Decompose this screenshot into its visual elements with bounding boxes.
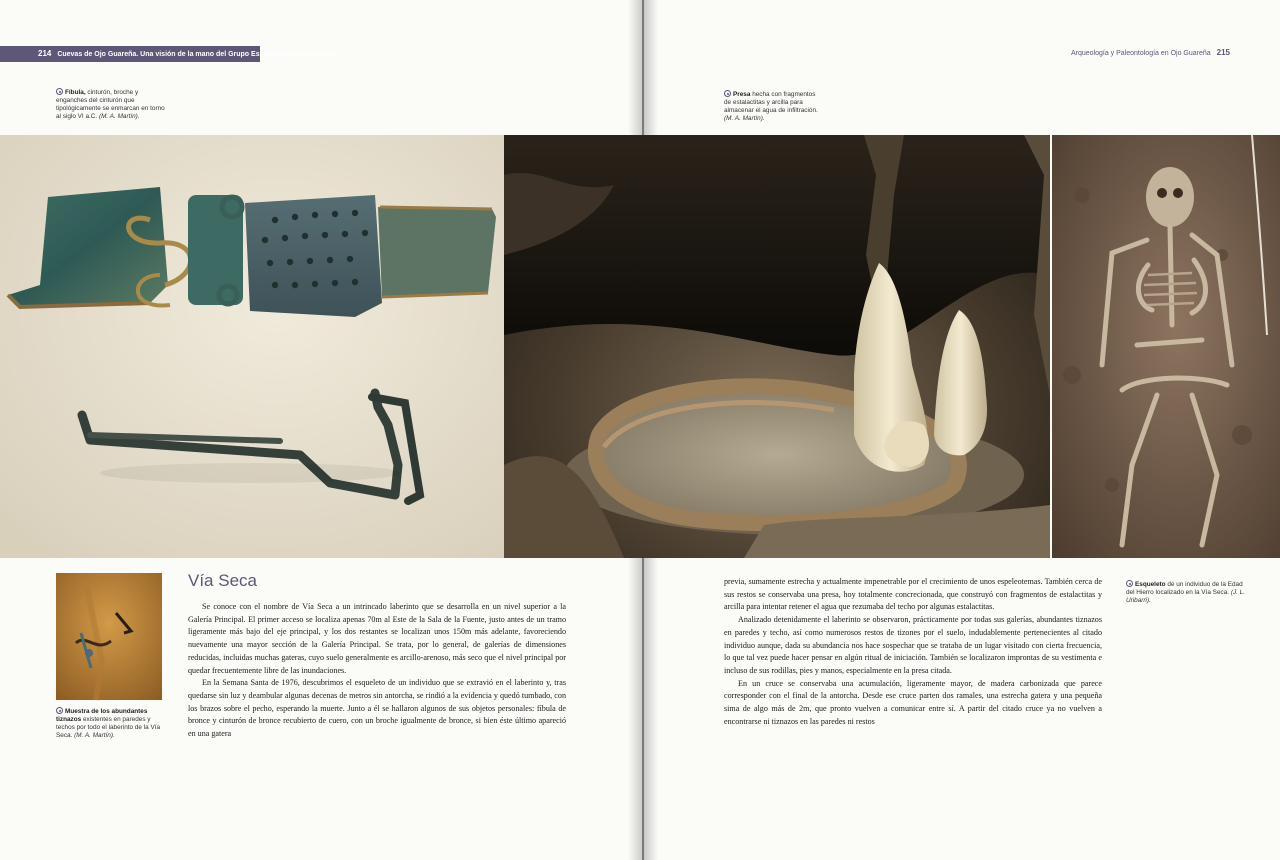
caption-fibula-text: cinturón, broche y enganches del cinturón que tipológicamente se enmarcan en torno al siglo VI a.C. <box>56 89 165 120</box>
caption-tiznazos-lead: Muestra de los abundantes tiznazos <box>56 708 148 723</box>
caption-tiznazos-credit: (M. A. Martín). <box>74 732 115 739</box>
paragraph: En un cruce se conservaba una acumulación, ligeramente mayor, de madera carbonizada que parece corresponder con el final de la antorcha. Desde ese cruce parten dos ramales, una estrecha gatera y una pequeña sima de algo más de 2m, que pronto vuelven a comunicar entre sí. A partir del citado cruce ya no vuelven a encontrarse ni tiznazos en las paredes ni restos <box>724 678 1102 726</box>
running-header-left <box>0 46 335 62</box>
photo-tiznazos <box>56 573 162 700</box>
photo-presa-image <box>504 135 1050 558</box>
photo-esqueleto <box>1052 135 1280 558</box>
caption-presa-text: hecha con fragmentos de estalactitas y arcilla para almacenar el agua de infiltración. <box>724 91 818 114</box>
photo-fibula-belt-image <box>0 135 504 558</box>
section-title: Vía Seca <box>188 571 257 590</box>
caption-bullet-icon <box>724 90 731 97</box>
caption-fibula <box>56 88 168 121</box>
body-text-right <box>724 576 1102 728</box>
page-number-right: 215 <box>1216 48 1230 57</box>
paragraph: Se conoce con el nombre de Vía Seca a un intrincado laberinto que se desarrolla en un nivel superior a la Galería Principal. El primer acceso se localiza apenas 70m al Este de la Sala de la Fuente, justo antes de un tramo ligeramente más bajo del eje principal, y los dos restantes se localizan unos 150m más adelante, favoreciendo nuevamente una mayor sección de la Galería Principal. Se trata, por lo general, de galerías de dimensiones reducidas, incluidas muchas gateras, cuyo suelo generalmente es arcillo-arenoso, más seco que el nivel principal por quedar frecuentemente libre de las inundaciones. <box>188 602 566 675</box>
photo-presa <box>504 135 1050 558</box>
caption-bullet-icon <box>1126 580 1133 587</box>
photo-fibula-belt <box>0 135 504 558</box>
photo-esqueleto-image <box>1052 135 1280 558</box>
paragraph: previa, sumamente estrecha y actualmente impenetrable por el crecimiento de unos espeleotemas. También cerca de sus restos se conservaba una presa, hoy totalmente concrecionada, que construyó con fragmentos de estalactitas y arcilla para intentar retener el agua que rezumaba del techo por algunas estalactitas. <box>724 577 1102 612</box>
caption-esqueleto-lead: Esqueleto <box>1135 581 1166 588</box>
running-title-right: Arqueología y Paleontología en Ojo Guareña <box>1070 50 1211 57</box>
caption-tiznazos-text: existentes en paredes y techos por todo el laberinto de la Vía Seca. <box>56 716 161 739</box>
caption-presa-credit: (M. A. Martín). <box>724 115 765 122</box>
caption-presa <box>724 90 824 123</box>
caption-bullet-icon <box>56 707 63 714</box>
caption-presa-lead: Presa <box>733 91 751 98</box>
caption-fibula-credit: (M. A. Martín). <box>98 113 140 120</box>
page-number-left: 214 <box>38 49 52 58</box>
running-header-right <box>1071 48 1230 57</box>
caption-tiznazos <box>56 707 168 740</box>
paragraph: En la Semana Santa de 1976, descubrimos el esqueleto de un individuo que se extravió en el laberinto y, tras quedarse sin luz y deambular algunas decenas de metros sin antorcha, se rindió a la evidencia y quedó tumbado, con los brazos sobre el pecho, esperando la muerte. Junto a él se hallaron algunos de sus objetos personales: fíbula de bronce y cinturón de bronce recubierto de cuero, con un broche igualmente de bronce, si bien éste último apareció en una gatera <box>188 678 566 739</box>
caption-esqueleto <box>1126 580 1246 605</box>
caption-bullet-icon <box>56 88 63 95</box>
body-text-left <box>188 601 566 741</box>
running-title-left: Cuevas de Ojo Guareña. Una visión de la mano del Grupo Espeleológico Edelweiss <box>57 51 335 58</box>
caption-esqueleto-text: de un individuo de la Edad del Hierro localizado en la Vía Seca. <box>1126 581 1243 596</box>
caption-esqueleto-credit: (J. L. Uribarri). <box>1126 589 1246 604</box>
photo-tiznazos-image <box>56 573 162 700</box>
caption-fibula-lead: Fíbula, <box>65 89 86 96</box>
paragraph: Analizado detenidamente el laberinto se observaron, prácticamente por todas sus galerías, abundantes tiznazos en paredes y techo, así como numerosos restos de tizones por el suelo, indudablemente pertenecientes al citado individuo aunque, dada su abundancia nos hace sospechar que se trataba de un lugar visitado con cierta frecuencia, lo que tal vez puede hacer pensar en algún ritual de iniciación. También se localizaron improntas de su vestimenta e incluso de sus rodillas, pies y manos, especialmente en la presa citada. <box>724 615 1102 675</box>
